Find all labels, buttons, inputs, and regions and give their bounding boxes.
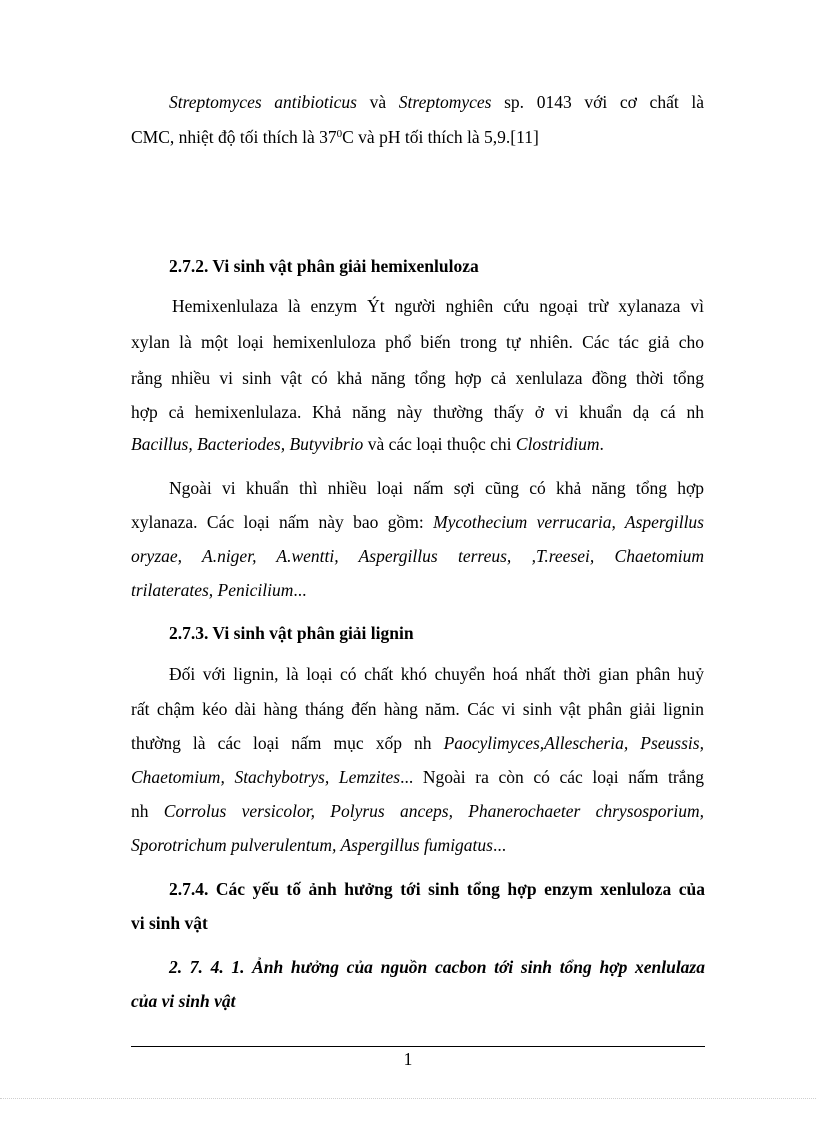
section-heading-2-7-2: 2.7.2. Vi sinh vật phân giải hemixenluloza: [169, 256, 479, 276]
section-heading-2-7-4: 2.7.4. Các yếu tố ảnh hưởng tới sinh tổng hợp enzym xenluloza của: [169, 879, 705, 899]
paragraph-line: rất chậm kéo dài hàng tháng đến hàng năm. Các vi sinh vật phân giải lignin: [131, 699, 704, 719]
paragraph-line: Chaetomium, Stachybotrys, Lemzites... Ngoài ra còn có các loại nấm trắng: [131, 767, 704, 787]
page-number: 1: [403, 1049, 413, 1069]
paragraph-line: xylanaza. Các loại nấm này bao gồm: Mycothecium verrucaria, Aspergillus: [131, 512, 704, 532]
paragraph-line: Ngoài vi khuẩn thì nhiều loại nấm sợi cũng có khả năng tổng hợp: [169, 478, 704, 498]
subsection-heading-2-7-4-1: 2. 7. 4. 1. Ảnh hưởng của nguồn cacbon tới sinh tổng hợp xenlulaza: [169, 957, 705, 977]
paragraph-line: nh Corrolus versicolor, Polyrus anceps, Phanerochaeter chrysosporium,: [131, 801, 704, 821]
intro-line-1: Streptomyces antibioticus và Streptomyces sp. 0143 với cơ chất là: [169, 92, 704, 112]
page-break-divider: [0, 1098, 816, 1099]
paragraph-line: Hemixenlulaza là enzym Ýt người nghiên cứu ngoại trừ xylanaza vì: [172, 296, 704, 316]
paragraph-line: Đối với lignin, là loại có chất khó chuyển hoá nhất thời gian phân huỷ: [169, 664, 704, 684]
paragraph-line: Sporotrichum pulverulentum, Aspergillus fumigatus...: [131, 835, 507, 855]
paragraph-line: oryzae, A.niger, A.wentti, Aspergillus terreus, ,T.reesei, Chaetomium: [131, 546, 704, 566]
footer-rule: [131, 1046, 705, 1047]
paragraph-line: rằng nhiều vi sinh vật có khả năng tổng hợp cả xenlulaza đồng thời tổng: [131, 368, 704, 388]
paragraph-line: hợp cả hemixenlulaza. Khả năng này thường thấy ở vi khuẩn dạ cá nh: [131, 402, 704, 422]
paragraph-line: trilaterates, Penicilium...: [131, 580, 307, 600]
subsection-heading-2-7-4-1-cont: của vi sinh vật: [131, 991, 236, 1011]
paragraph-line: xylan là một loại hemixenluloza phổ biến trong tự nhiên. Các tác giả cho: [131, 332, 704, 352]
paragraph-line: Bacillus, Bacteriodes, Butyvibrio và các loại thuộc chi Clostridium.: [131, 434, 604, 454]
section-heading-2-7-4-cont: vi sinh vật: [131, 913, 208, 933]
section-heading-2-7-3: 2.7.3. Vi sinh vật phân giải lignin: [169, 623, 414, 643]
intro-line-2: CMC, nhiệt độ tối thích là $37^0C$ và pH tối thích là 5,9.[11]: [131, 127, 539, 147]
paragraph-line: thường là các loại nấm mục xốp nh Paocylimyces,Allescheria, Pseussis,: [131, 733, 704, 753]
